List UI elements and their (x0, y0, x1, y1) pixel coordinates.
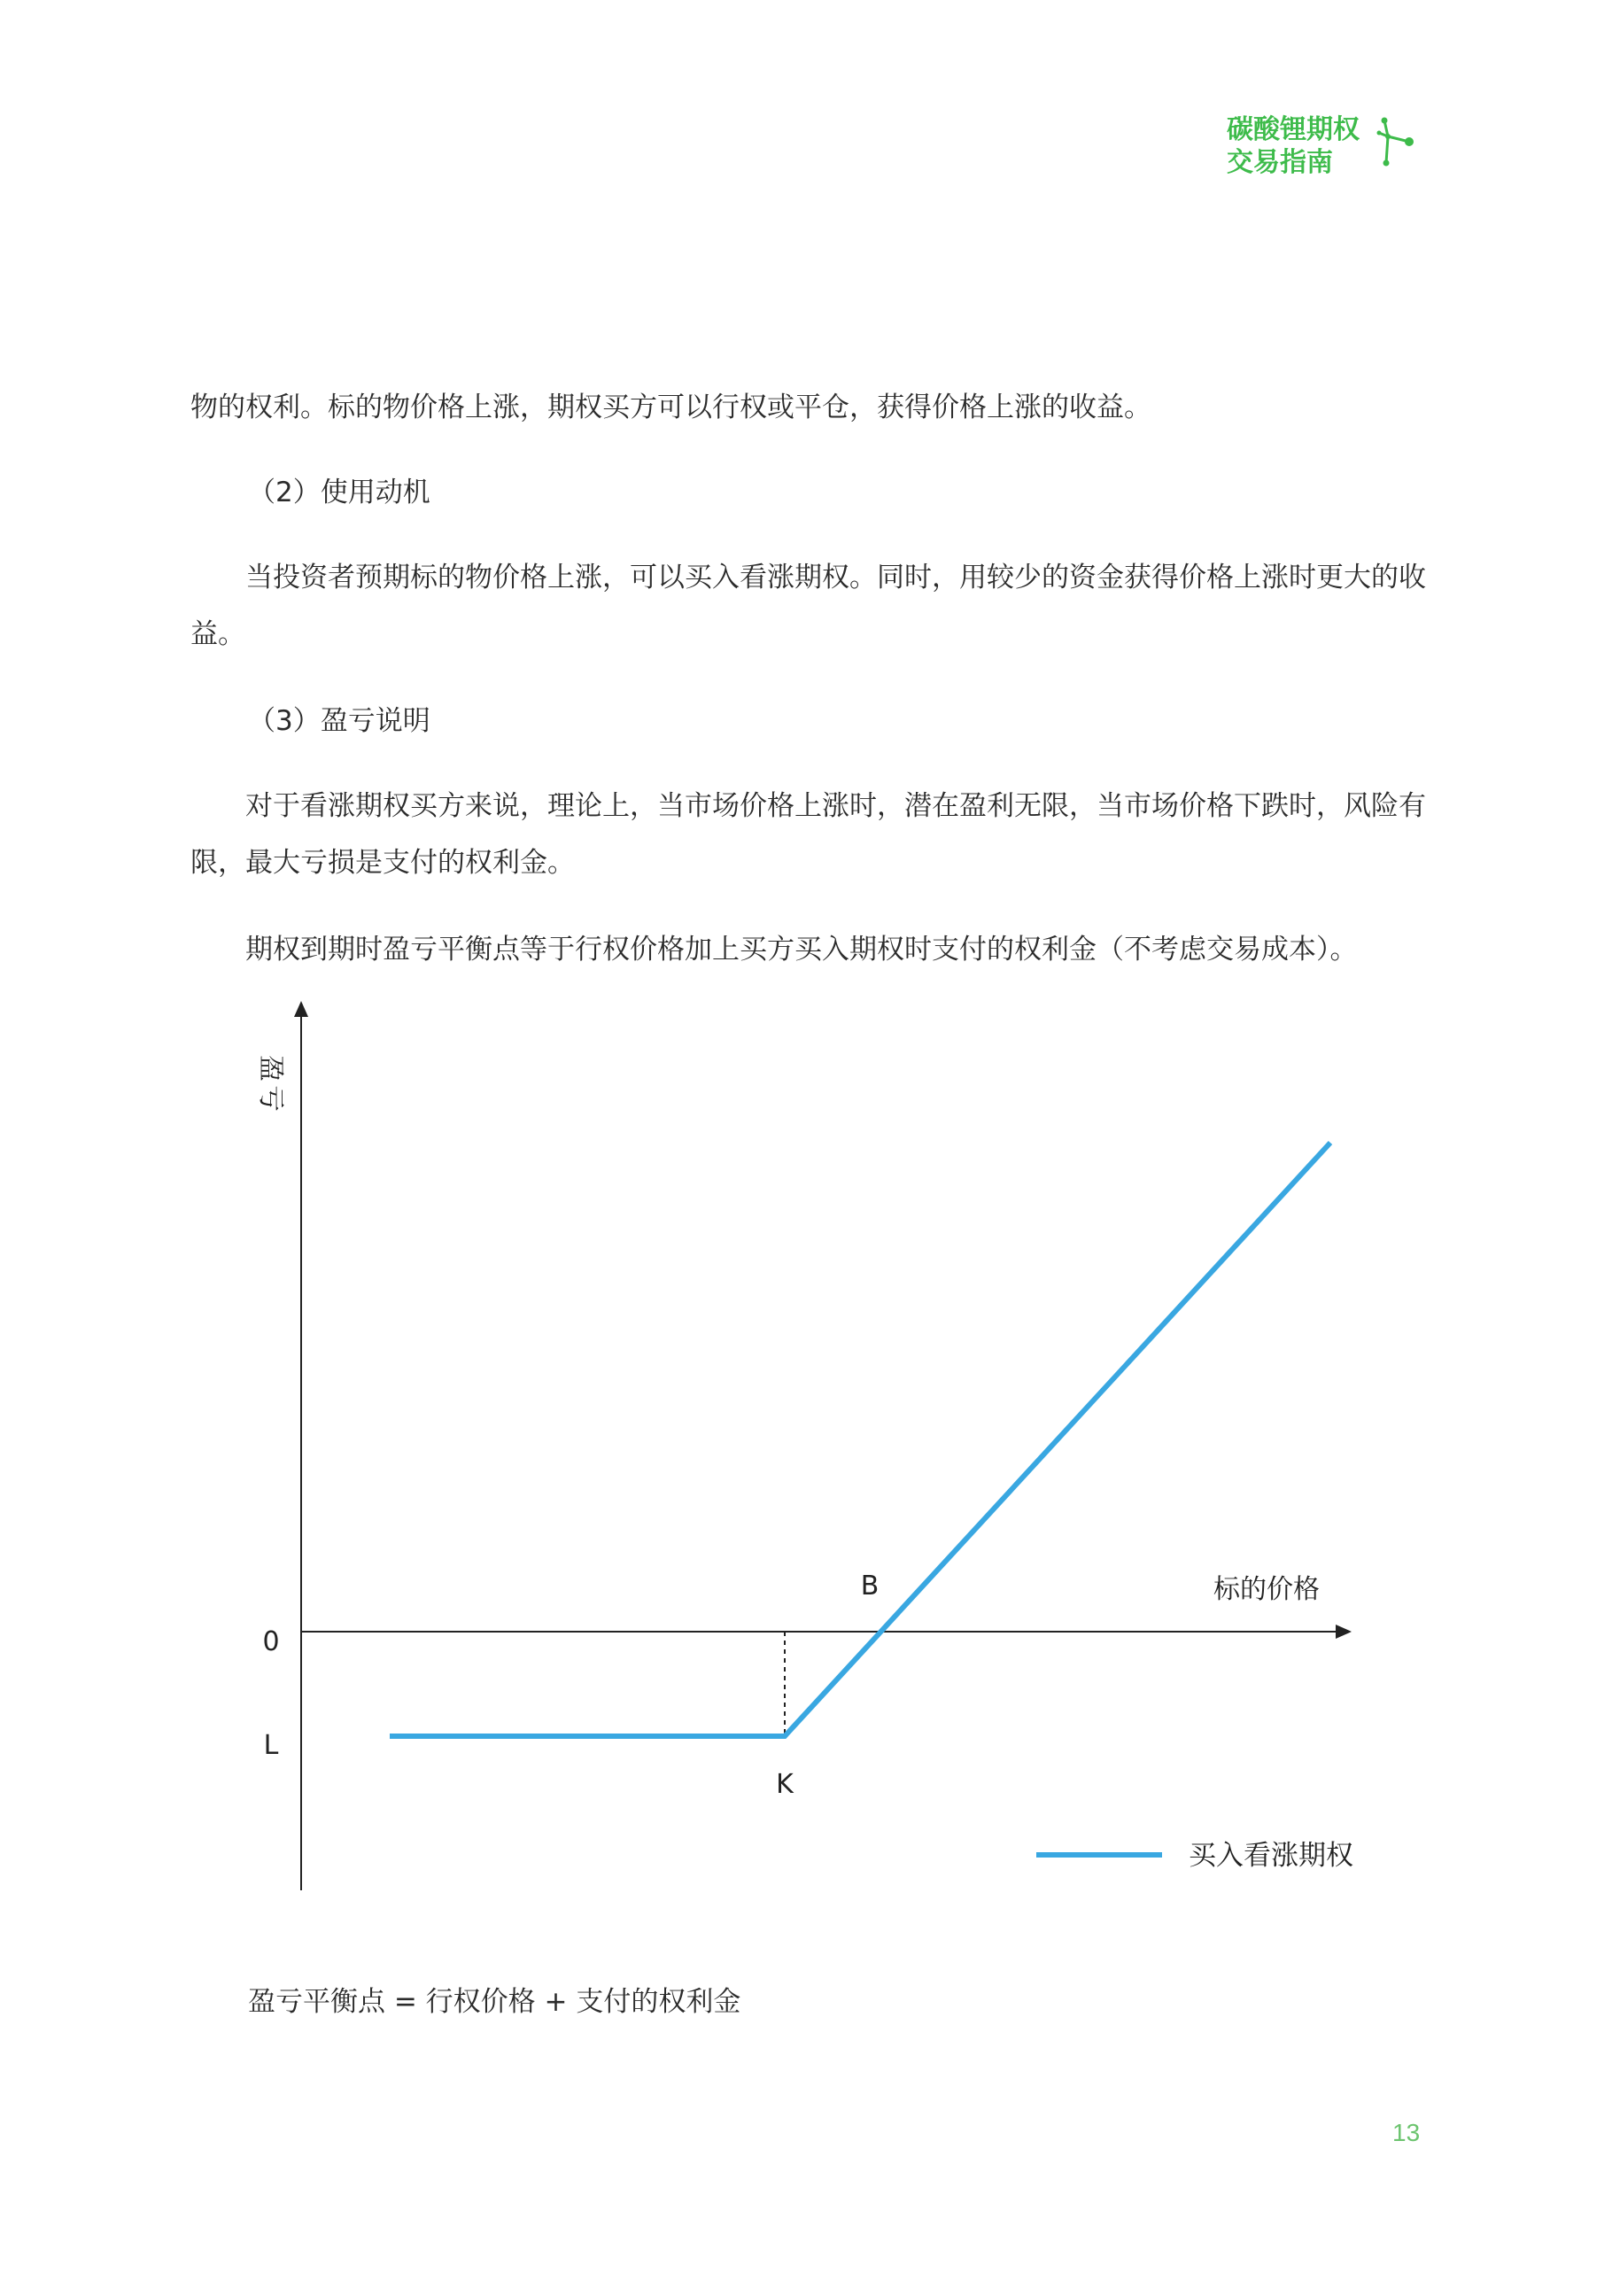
y-tick-label-l: L (263, 1730, 279, 1761)
logo-line-1: 碳酸锂期权 (1227, 114, 1360, 145)
y-axis-label-char-2: 亏 (255, 1085, 286, 1112)
breakeven-formula: 盈亏平衡点 = 行权价格 + 支付的权利金 (248, 1986, 741, 2018)
heading-usage-motive: （2）使用动机 (248, 477, 430, 508)
paragraph-4: 期权到期时盈亏平衡点等于行权价格加上买方买入期权时支付的权利金（不考虑交易成本）。 (245, 934, 1358, 966)
heading-profit-loss: （3）盈亏说明 (248, 705, 430, 737)
payoff-chart (221, 1001, 1391, 1904)
molecule-icon (1376, 113, 1420, 175)
paragraph-3: 对于看涨期权买方来说，理论上，当市场价格上涨时，潜在盈利无限，当市场价格下跌时，风险有限，最大亏损是支付的权利金。 (190, 790, 1426, 879)
logo-line-2: 交易指南 (1227, 147, 1333, 178)
page-number: 13 (1392, 2119, 1421, 2146)
legend-label: 买入看涨期权 (1189, 1840, 1353, 1872)
point-label-k: K (776, 1769, 794, 1800)
paragraph-1: 物的权利。标的物价格上涨，期权买方可以行权或平仓，获得价格上涨的收益。 (190, 392, 1151, 423)
y-axis-arrow (294, 1001, 308, 1017)
series-line-long-call (390, 1143, 1330, 1736)
x-axis-arrow (1336, 1625, 1352, 1639)
logo-text (1227, 113, 1386, 179)
y-axis-label-char-1: 盈 (255, 1055, 286, 1082)
y-tick-label-zero: 0 (262, 1626, 280, 1657)
x-axis-label: 标的价格 (1213, 1574, 1320, 1605)
point-label-b: B (860, 1571, 880, 1602)
paragraph-2: 当投资者预期标的物价格上涨，可以买入看涨期权。同时，用较少的资金获得价格上涨时更大的收益。 (190, 562, 1426, 650)
